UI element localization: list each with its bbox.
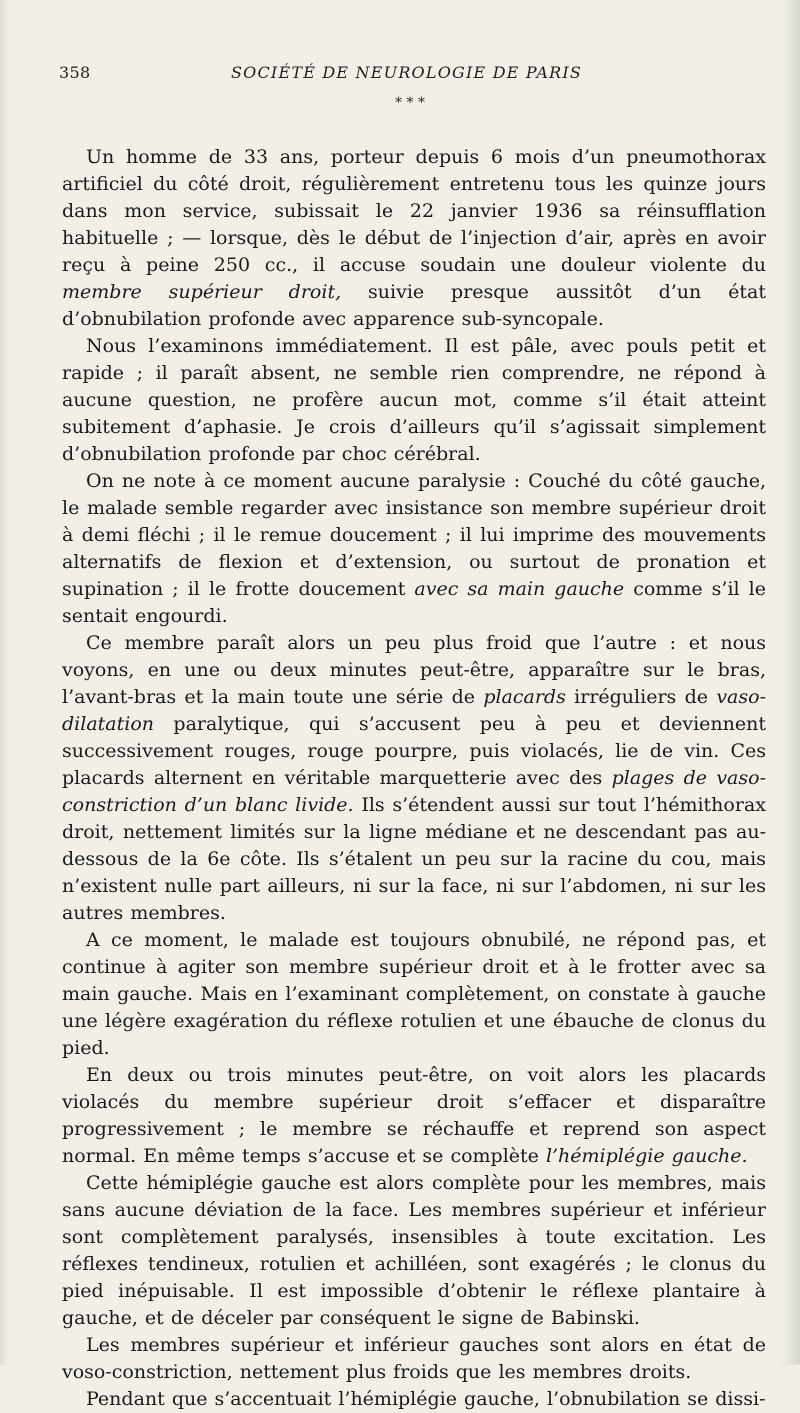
paragraph-text: Cette hémiplégie gauche est alors complète pour les membres, mais sans aucune déviation de la face. Les membres supérieur et inférieur sont complètement paralysés, insensibles à toute excitation. Les réflexes tendineux, rotulien et achilléen, sont exagérés ; le clonus du pied inépuisable. Il est impossible d’obtenir le réflexe plantaire à gauche, et de déceler par conséquent le signe de Babinski.: [62, 1172, 766, 1329]
italic-text: plages de vaso-constriction d’un blanc livide.: [62, 767, 766, 816]
paragraph-8: [62, 1332, 766, 1386]
paragraph-7: [62, 1170, 766, 1332]
page-number: 358: [59, 63, 91, 82]
page-gutter-shadow: [0, 0, 8, 1365]
paragraph-text: Ce membre paraît alors un peu plus froid que l’autre : et nous voyons, en une ou deux minutes peut-être, apparaître sur le bras, l’avant-bras et la main toute une série de: [62, 632, 766, 708]
paragraph-text: Pendant que s’accentuait l’hémiplégie gauche, l’obnubilation se dissi-: [86, 1388, 766, 1410]
italic-text: avec sa main gauche: [414, 578, 625, 600]
page-header: [59, 63, 759, 87]
running-head: SOCIÉTÉ DE NEUROLOGIE DE PARIS: [231, 63, 583, 82]
italic-text: placards: [483, 686, 566, 708]
paragraph-text: Nous l’examinons immédiatement. Il est pâle, avec pouls petit et rapide ; il paraît absent, ne semble rien comprendre, ne répond à aucune question, ne profère aucun mot, comme s’il était atteint subitement d’aphasie. Je crois d’ailleurs qu’il s’agissait simplement d’obnubilation profonde par choc cérébral.: [62, 335, 766, 465]
paragraph-text: irréguliers de: [565, 686, 717, 708]
paragraph-text: En deux ou trois minutes peut-être, on voit alors les placards violacés du membre supérieur droit s’effacer et disparaître progressivement ; le membre se réchauffe et reprend son aspect normal. En même temps s’accuse et se complète: [62, 1064, 766, 1167]
paragraph-5: [62, 927, 766, 1062]
italic-text: vaso-dilatation: [62, 686, 766, 735]
body-text: [62, 144, 766, 1413]
paragraph-text: suivie presque aussitôt d’un état d’obnubilation profonde avec apparence sub-syncopale.: [62, 281, 766, 330]
italic-text: membre supérieur droit,: [62, 281, 342, 303]
paragraph-text: Les membres supérieur et inférieur gauches sont alors en état de voso-constriction, nettement plus froids que les membres droits.: [62, 1334, 766, 1383]
paragraph-text: Ils s’étendent aussi sur tout l’hémithorax droit, nettement limités sur la ligne médiane et ne descendant pas au-dessous de la 6e côte. Ils s’étalent un peu sur la racine du cou, mais n’existent nulle part ailleurs, ni sur la face, ni sur l’abdomen, ni sur les autres membres.: [62, 794, 766, 924]
paragraph-3: [62, 468, 766, 630]
paragraph-text: On ne note à ce moment aucune paralysie : Couché du côté gauche, le malade semble regarder avec insistance son membre supérieur droit à demi fléchi ; il le remue doucement ; il lui imprime des mouvements alternatifs de flexion et d’extension, ou surtout de pronation et supination ; il le frotte doucement: [62, 470, 766, 600]
paragraph-text: Un homme de 33 ans, porteur depuis 6 mois d’un pneumothorax artificiel du côté droit, régulièrement entretenu tous les quinze jours dans mon service, subissait le 22 janvier 1936 sa réinsufflation habituelle ; — lorsque, dès le début de l’injection d’air, après en avoir reçu à peine 250 cc., il accuse soudain une douleur violente du: [62, 146, 766, 276]
paragraph-2: [62, 333, 766, 468]
paragraph-9: [62, 1386, 766, 1413]
paragraph-text: paralytique, qui s’accusent peu à peu et deviennent successivement rouges, rouge pourpre, puis violacés, lie de vin. Ces placards alternent en véritable marquetterie avec des: [62, 713, 766, 789]
page-edge-shadow: [782, 0, 800, 1365]
paragraph-text: A ce moment, le malade est toujours obnubilé, ne répond pas, et continue à agiter son membre supérieur droit et à le frotter avec sa main gauche. Mais en l’examinant complètement, on constate à gauche une légère exagération du réflexe rotulien et une ébauche de clonus du pied.: [62, 929, 766, 1059]
paragraph-text: comme s’il le sentait engourdi.: [62, 578, 766, 627]
italic-text: l’hémiplégie gauche.: [545, 1145, 748, 1167]
paragraph-6: [62, 1062, 766, 1170]
paragraph-4: [62, 630, 766, 927]
paragraph-1: [62, 144, 766, 333]
section-separator: * * *: [395, 95, 425, 111]
